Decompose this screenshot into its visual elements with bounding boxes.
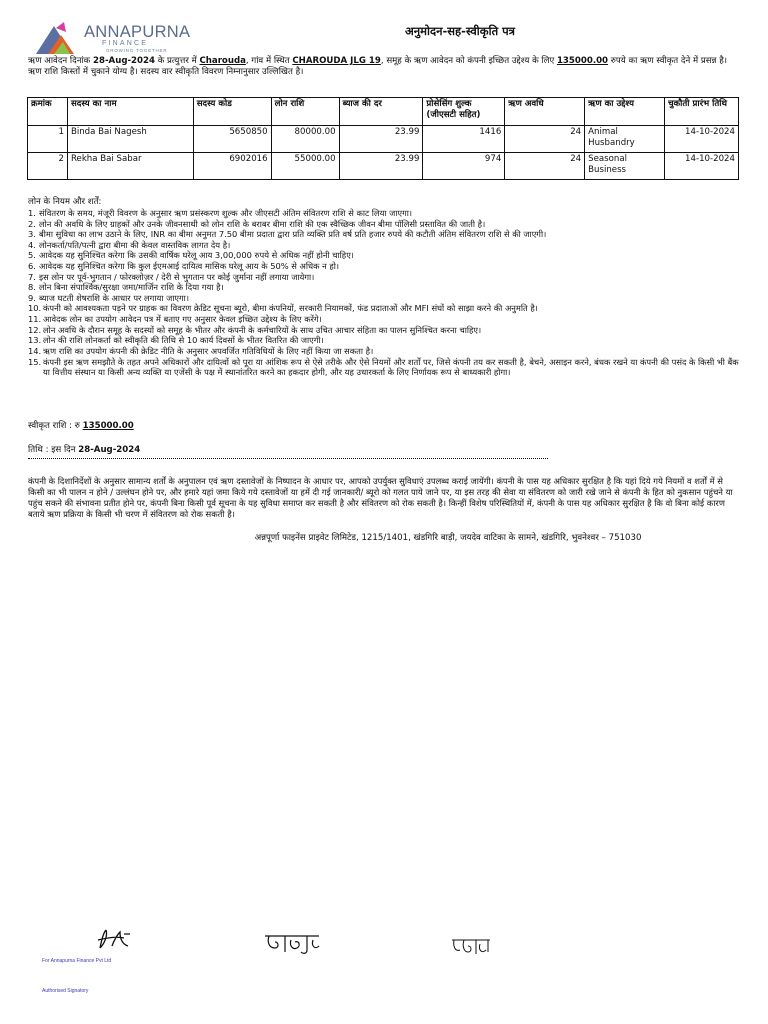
cell-loan-amount: 80000.00 [271, 126, 339, 153]
term-item: 9. ब्याज घटती शेषराशि के आधार पर लगाया जाएगा। [28, 292, 189, 303]
member-signature-2 [450, 932, 492, 958]
for-company-label: For Annapurna Finance Pvt Ltd [42, 958, 112, 964]
term-item: 11. आवेदक लोन का उपयोग आवेदन पत्र में बताए गए अनुसार केवल इच्छित उद्देश्य के लिए करेंगे। [28, 314, 322, 325]
intro-paragraph [28, 56, 740, 79]
col-loan-amount: लोन राशि [271, 98, 339, 126]
table-row [28, 126, 739, 153]
cell-tenure: 24 [505, 126, 585, 153]
terms-title: लोन के नियम और शर्तें: [28, 197, 102, 207]
term-item: 3. बीमा सुविधा का लाभ उठाने के लिए, INR का बीमा अनुमत 7.50 बीमा प्रदाता द्वारा प्रति व्यक्ति प्रति वर्ष प्रति हजार रुपये की कटौती अंतिम संवितरण राशि से की जाएगी। [28, 229, 547, 240]
company-address: अन्नपूर्णा फाइनेंस प्राइवेट लिमिटेड, 1215/1401, खंडगिरि बाड़ी, जयदेव वाटिका के सामने, खंडगिरि, भुवनेश्वर – 751030 [254, 533, 642, 543]
cell-member-code: 5650850 [193, 126, 271, 153]
disclaimer-paragraph: कंपनी के दिशानिर्देशों के अनुसार सामान्य शर्तों के अनुपालन एवं ऋण दस्तावेजों के निष्पादन के आधार पर, आपको उपर्युक्त सुविधाएं उपलब्ध कराई जायेंगी। कंपनी के पास यह अधिकार सुरक्षित है कि यहां दिये गये नियमों व शर्तों में से किसी का भी पालन न होने / उल्लंघन होने पर, और हमारे यहां जमा किये गये दस्तावेजों या हमें दी गई जानकारी/ ब्यूरो को गलत पाये जाने पर, या इस तरह की सेवा या संवितरण को जारी रखे जाने से कंपनी के हित को नुकसान पहुंचने या पहुंच सकने की संभावना प्रतीत होने पर, कंपनी बिना किसी पूर्व सूचना के यह सुविधा समाप्त कर सकती है और संवितरण को रोक सकती है। किन्हीं विशेष परिस्थितियों में, कंपनी के पास यह अधिकार सुरक्षित है कि वो बिना कोई कारण बताये ऋण प्रक्रिया के किसी भी चरण में संवितरण को रोक सकती है। [28, 476, 733, 519]
cell-repayment-start: 14-10-2024 [665, 153, 739, 180]
term-item: 13. लोन की राशि लोनकर्ता को स्वीकृति की तिथि से 10 कार्य दिवसों के भीतर वितरित की जाएगी। [28, 335, 324, 346]
col-member-code: सदस्य कोड [193, 98, 271, 126]
logo-sub: FINANCE [102, 40, 149, 47]
cell-processing-fee: 974 [423, 153, 505, 180]
sanctioned-amount-label: स्वीकृत राशि : रु [28, 421, 83, 431]
member-sanction-table [27, 97, 739, 180]
sanction-date-label: तिथि : इस दिन [28, 445, 79, 455]
dotted-separator [28, 458, 548, 459]
term-text: लोन बिना संपार्श्विक/सुरक्षा जमा/मार्जिन राशि के दिया गया है। [39, 282, 224, 293]
company-logo [34, 22, 194, 56]
cell-member-name: Rekha Bai Sabar [67, 153, 193, 180]
application-date: 28-Aug-2024 [93, 56, 155, 66]
term-text: आवेदक यह सुनिश्चित करेगा कि उसकी वार्षिक घरेलू आय 3,00,000 रुपये से अधिक नहीं होनी चाहिए। [39, 250, 354, 261]
intro-text: , समूह के ऋण आवेदन को कंपनी इच्छित उद्देश्य के लिए [380, 56, 557, 66]
cell-loan-amount: 55000.00 [271, 153, 339, 180]
col-repayment-start: चुकौती प्रारंभ तिथि [665, 98, 739, 126]
village-name: Charouda [199, 56, 246, 66]
table-header-row [28, 98, 739, 126]
term-text: कंपनी इस ऋण समझौते के तहत अपने अधिकारों और दायित्वों को पूरा या आंशिक रूप से ऐसे तरीके और ऐसे नियमों और शर्तों पर, जिसे कंपनी तय कर सकती है, बेचने, असाइन करने, बंधक रखने या कंपनी की पसंद के किसी भी बैंक या वित्तीय संस्थान या किसी अन्य व्यक्ति या एजेंसी के पक्ष में स्थानांतरित करने का हकदार होगी, और यह उधारकर्ता के लिए निर्णायक रूप से बाध्यकारी होगा। [43, 356, 739, 378]
cell-repayment-start: 14-10-2024 [665, 126, 739, 153]
cell-interest-rate: 23.99 [339, 153, 423, 180]
sanction-date-line [28, 445, 140, 456]
col-member-name: सदस्य का नाम [67, 98, 193, 126]
term-text: लोन की अवधि के लिए ग्राहकों और उनके जीवनसाथी को लोन राशि के बराबर बीमा राशि की एक स्वैच्छिक जीवन बीमा पॉलिसी प्रस्तावित की जाती है। [39, 218, 486, 229]
cell-member-name: Binda Bai Nagesh [67, 126, 193, 153]
term-item: 4. लोनकर्ता/पति/पत्नी द्वारा बीमा की केवल वास्तविक लागत देय है। [28, 239, 231, 250]
group-name: CHAROUDA JLG 19 [292, 56, 381, 66]
intro-text: रुपये का ऋण स्वीकृत देने में प्रसन्न है। ऋण राशि किस्तों में चुकाने योग्य है। सदस्य वार स्वीकृति विवरण निम्नानुसार उल्लिखित है। [28, 56, 728, 78]
cell-member-code: 6902016 [193, 153, 271, 180]
term-item: 15. कंपनी इस ऋण समझौते के तहत अपने अधिकारों और दायित्वों को पूरा या आंशिक रूप से ऐसे तरीके और ऐसे नियमों और शर्तों पर, जिसे कंपनी तय कर सकती है, बेचने, असाइन करने, बंधक रखने या कंपनी की पसंद के किसी भी बैंक या वित्तीय संस्थान या किसी अन्य व्यक्ति या एजेंसी के पक्ष में स्थानांतरित करने का हकदार होगी, और यह उधारकर्ता के लिए निर्णायक रूप से बाध्यकारी होगा। [28, 356, 739, 378]
col-processing-fee: प्रोसेसिंग शुल्क (जीएसटी सहित) [423, 98, 505, 126]
term-item: 14. ऋण राशि का उपयोग कंपनी की क्रेडिट नीति के अनुसार अपवर्जित गतिविधियों के लिए नहीं किया जा सकता है। [28, 345, 374, 356]
cell-tenure: 24 [505, 153, 585, 180]
logo-tagline: GROWING TOGETHER [106, 48, 168, 53]
terms-list [28, 208, 740, 378]
term-item: 2. लोन की अवधि के लिए ग्राहकों और उनके जीवनसाथी को लोन राशि के बराबर बीमा राशि की एक स्वैच्छिक जीवन बीमा पॉलिसी प्रस्तावित की जाती है। [28, 218, 486, 229]
logo-mark-icon [34, 22, 80, 56]
term-text: ऋण राशि का उपयोग कंपनी की क्रेडिट नीति के अनुसार अपवर्जित गतिविधियों के लिए नहीं किया जा सकता है। [43, 345, 374, 356]
term-item: 10. कंपनी को आवश्यकता पड़ने पर ग्राहक का विवरण क्रेडिट सूचना ब्यूरो, बीमा कंपनियों, सरकारी नियामकों, फंड प्रदाताओं और MFI संघों को साझा करने की अनुमति है। [28, 303, 538, 314]
col-purpose: ऋण का उद्देश्य [585, 98, 665, 126]
sanctioned-amount: 135000.00 [82, 421, 134, 431]
term-item: 5. आवेदक यह सुनिश्चित करेगा कि उसकी वार्षिक घरेलू आय 3,00,000 रुपये से अधिक नहीं होनी चाहिए। [28, 250, 354, 261]
term-item: 1. संवितरण के समय, मंजूरी विवरण के अनुसार ऋण प्रसंस्करण शुल्क और जीएसटी अंतिम संवितरण राशि से काट लिया जाएगा। [28, 208, 413, 218]
loan-amount: 135000.00 [556, 56, 609, 66]
term-item: 12. लोन अवधि के दौरान समूह के सदस्यों को समूह के भीतर और कंपनी के कर्मचारियों के साथ उचित आचार संहिता का पालन सुनिश्चित करना चाहिए। [28, 324, 482, 335]
cell-serial: 1 [28, 126, 68, 153]
cell-processing-fee: 1416 [423, 126, 505, 153]
cell-interest-rate: 23.99 [339, 126, 423, 153]
intro-text: ऋण आवेदन दिनांक [28, 56, 94, 66]
table-row [28, 153, 739, 180]
member-signature-1 [263, 930, 321, 956]
term-text: ब्याज घटती शेषराशि के आधार पर लगाया जाएगा। [39, 292, 189, 303]
cell-purpose: Seasonal Business [585, 153, 665, 180]
sanctioned-amount-line [28, 421, 134, 432]
logo-name: ANNAPURNA [84, 23, 191, 41]
sanction-date: 28-Aug-2024 [78, 445, 141, 455]
term-text: लोनकर्ता/पति/पत्नी द्वारा बीमा की केवल वास्तविक लागत देय है। [39, 239, 231, 250]
authorised-signature [94, 926, 134, 954]
intro-text: , गांव में स्थित [245, 56, 293, 66]
term-text: बीमा सुविधा का लाभ उठाने के लिए, INR का बीमा अनुमत 7.50 बीमा प्रदाता द्वारा प्रति व्यक्ति प्रति वर्ष प्रति हजार रुपये की कटौती अंतिम संवितरण राशि से की जाएगी। [39, 229, 547, 240]
document-title: अनुमोदन-सह-स्वीकृति पत्र [405, 24, 516, 38]
authorised-signatory-label: Authorised Signatory [42, 988, 89, 994]
term-text: इस लोन पर पूर्व-भुगतान / फोरक्लोज़र / देरी से भुगतान पर कोई जुर्माना नहीं लगाया जायेगा। [39, 271, 315, 282]
term-text: संवितरण के समय, मंजूरी विवरण के अनुसार ऋण प्रसंस्करण शुल्क और जीएसटी अंतिम संवितरण राशि से काट लिया जाएगा। [39, 208, 413, 218]
cell-purpose: Animal Husbandry [585, 126, 665, 153]
cell-serial: 2 [28, 153, 68, 180]
term-text: आवेदक यह सुनिश्चित करेगा कि कुल ईएमआई दायित्व मासिक घरेलू आय के 50% से अधिक न हो। [39, 261, 340, 272]
term-text: लोन की राशि लोनकर्ता को स्वीकृति की तिथि से 10 कार्य दिवसों के भीतर वितरित की जाएगी। [43, 335, 324, 346]
col-interest-rate: ब्याज की दर [339, 98, 423, 126]
term-item: 7. इस लोन पर पूर्व-भुगतान / फोरक्लोज़र / देरी से भुगतान पर कोई जुर्माना नहीं लगाया जायेगा। [28, 271, 315, 282]
col-tenure: ऋण अवधि [505, 98, 585, 126]
intro-text: के प्रत्युत्तर में [154, 56, 200, 66]
term-item: 8. लोन बिना संपार्श्विक/सुरक्षा जमा/मार्जिन राशि के दिया गया है। [28, 282, 224, 293]
term-text: लोन अवधि के दौरान समूह के सदस्यों को समूह के भीतर और कंपनी के कर्मचारियों के साथ उचित आचार संहिता का पालन सुनिश्चित करना चाहिए। [43, 324, 482, 335]
term-text: आवेदक लोन का उपयोग आवेदन पत्र में बताए गए अनुसार केवल इच्छित उद्देश्य के लिए करेंगे। [43, 314, 322, 325]
term-item: 6. आवेदक यह सुनिश्चित करेगा कि कुल ईएमआई दायित्व मासिक घरेलू आय के 50% से अधिक न हो। [28, 261, 340, 272]
term-text: कंपनी को आवश्यकता पड़ने पर ग्राहक का विवरण क्रेडिट सूचना ब्यूरो, बीमा कंपनियों, सरकारी नियामकों, फंड प्रदाताओं और MFI संघों को साझा करने की अनुमति है। [43, 303, 538, 314]
col-serial: क्रमांक [28, 98, 68, 126]
